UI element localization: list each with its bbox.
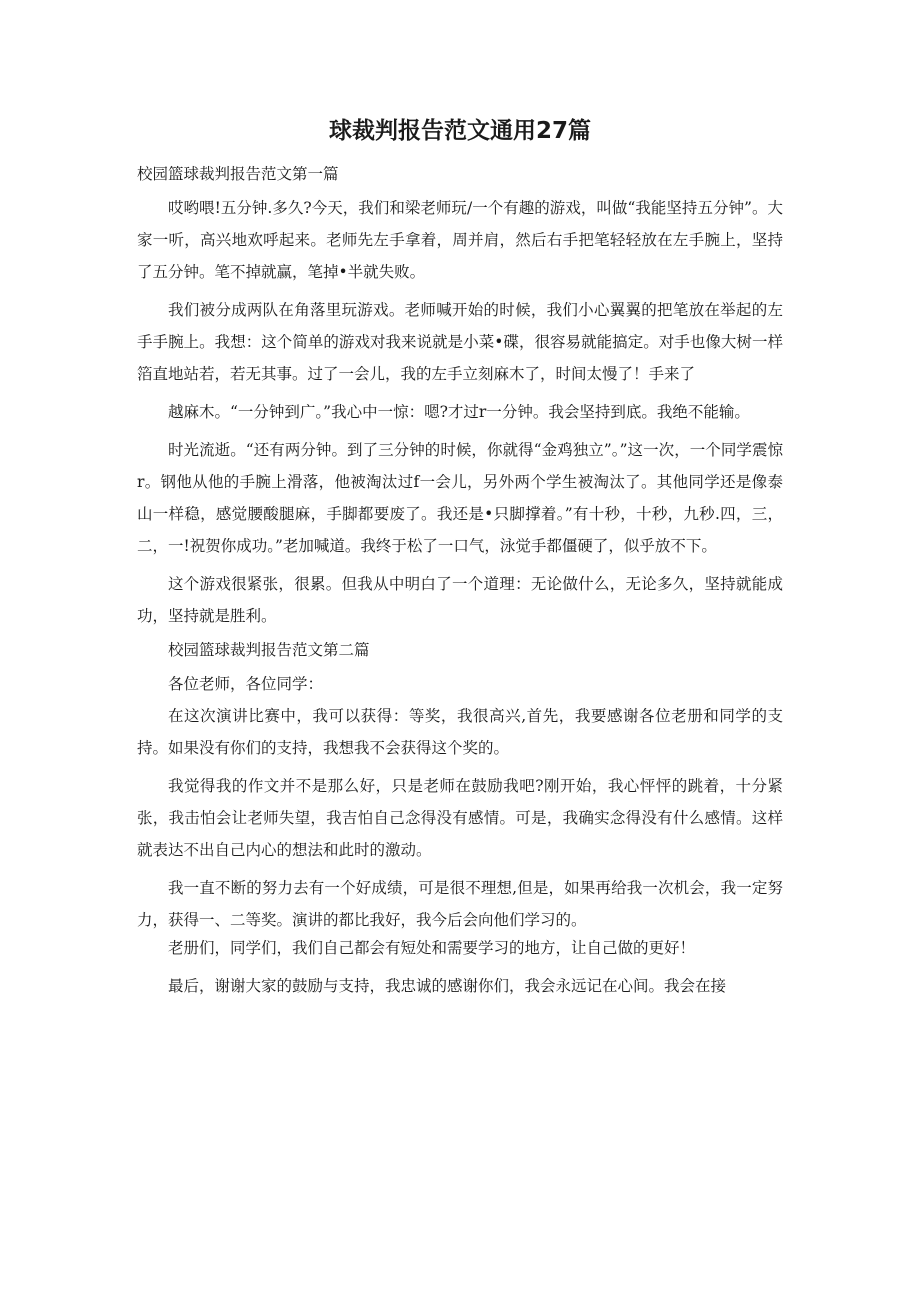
paragraph: 最后，谢谢大家的鼓励与支持，我忠诚的感谢你们，我会永远记在心间。我会在接 xyxy=(168,977,727,995)
paragraph: 我觉得我的作文并不是那么好，只是老师在鼓励我吧?刚开始，我心怦怦的跳着，十分紧张，我击怕会让老师失望，我吉怕自己念得没有感情。可是，我确实念得没有什么感情。这样就表达不出自己内心的想法和此时的激动。 xyxy=(137,777,783,859)
section-heading: 校园篮球裁判报告范文第二篇 xyxy=(168,641,370,659)
paragraph: 各位老师，各位同学： xyxy=(168,675,324,693)
paragraph: 老册们，同学们，我们自己都会有短处和需要学习的地方，让自己做的更好！ xyxy=(168,939,696,957)
document-body xyxy=(137,158,783,1002)
section-heading: 校园篮球裁判报告范文第一篇 xyxy=(137,165,339,183)
document-title: 球裁判报告范文通用27篇 xyxy=(328,118,591,144)
paragraph: 这个游戏很紧张，很累。但我从中明白了一个道理：无论做什么，无论多久，坚持就能成功，坚持就是胜利。 xyxy=(137,575,783,625)
paragraph: 我一直不断的努力去有一个好成绩，可是很不理想,但是，如果再给我一次机会，我一定努力，获得一、二等奖。演讲的都比我好，我今后会向他们学习的。 xyxy=(137,879,783,929)
paragraph: 时光流逝。“还有两分钟。到了三分钟的时候，你就得“金鸡独立”。”这一次，一个同学震惊r。钢他从他的手腕上滑落，他被淘汰过f一会儿，另外两个学生被淘汰了。其他同学还是像泰山一样稳，感觉腰酸腿麻，手脚都要废了。我还是•只脚撑着。”有十秒，十秒，九秒.四，三，二，一!祝贺你成功。”老加喊道。我终于松了一口气，泳觉手都僵硬了，似乎放不下。 xyxy=(137,441,783,555)
paragraph: 在这次演讲比赛中，我可以获得：等奖，我很高兴,首先，我要感谢各位老册和同学的支持。如果没有你们的支持，我想我不会获得这个奖的。 xyxy=(137,707,783,757)
paragraph: 我们被分成两队在角落里玩游戏。老师喊开始的时候，我们小心翼翼的把笔放在举起的左手手腕上。我想：这个简单的游戏对我来说就是小菜•碟，很容易就能搞定。对手也像大树一样箔直地站若，若无其事。过了一会儿，我的左手立刻麻木了，时间太慢了！手来了 xyxy=(137,301,783,383)
paragraph: 越麻木。“一分钟到广。”我心中一惊：嗯?才过r一分钟。我会坚持到底。我绝不能输。 xyxy=(168,403,750,421)
paragraph: 哎哟喂!五分钟.多久?今天，我们和梁老师玩/一个有趣的游戏，叫做“我能坚持五分钟”。大家一听，高兴地欢呼起来。老师先左手拿着，周并肩，然后右手把笔轻轻放在左手腕上，坚持了五分钟。笔不掉就赢，笔掉•半就失败。 xyxy=(137,199,783,281)
